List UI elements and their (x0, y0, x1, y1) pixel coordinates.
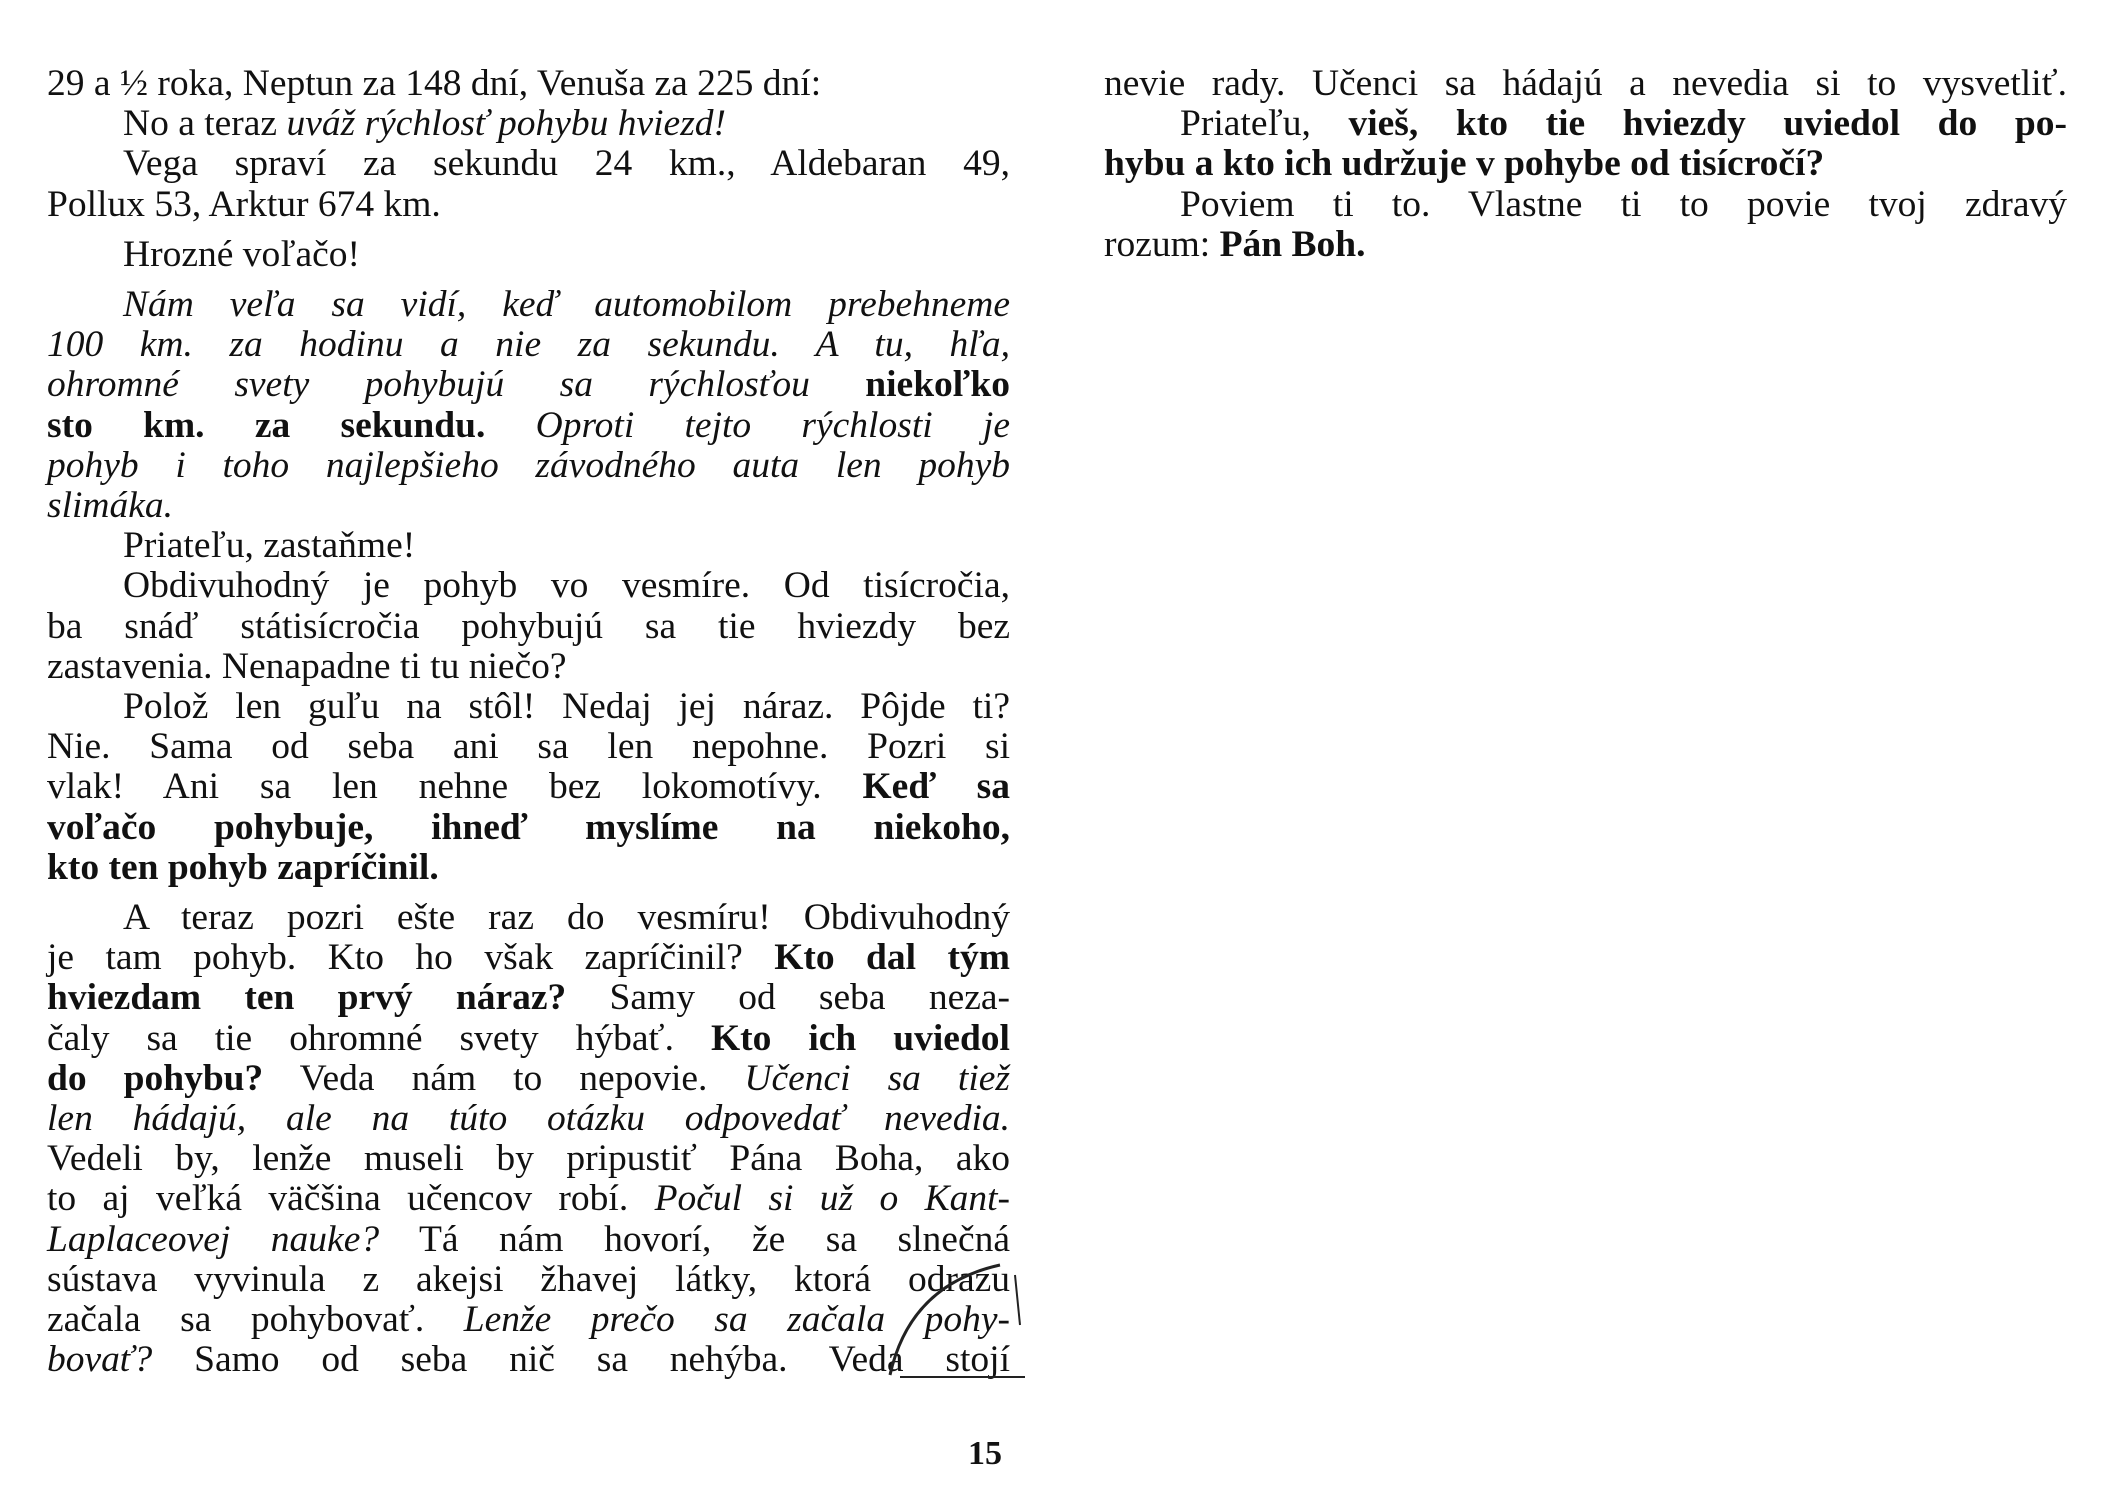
bold-text: vieš, kto tie hviezdy uviedol do po- (1348, 103, 2067, 145)
body-text: No a teraz (123, 103, 287, 145)
body-text: Poviem ti to. Vlastne ti to povie tvoj zdravý (1180, 183, 2067, 225)
body-text: Vedeli by, lenže museli by pripustiť Pána Boha, ako (47, 1138, 1010, 1180)
text-line (47, 1340, 1010, 1380)
bold-text: Kto dal tým (774, 937, 1010, 979)
text-line (47, 144, 1010, 184)
text-line (47, 406, 1010, 446)
body-text: Vega spraví za sekundu 24 km., Aldebaran 49, (123, 143, 1010, 185)
body-text: 29 a ½ roka, Neptun za 148 dní, Venuša za 225 dní: (47, 63, 822, 104)
bold-text: Pán Boh. (1219, 223, 1366, 265)
text-line (1104, 225, 2067, 265)
body-text: Samy od seba neza- (566, 977, 1010, 1019)
text-line (47, 1059, 1010, 1099)
text-line (1104, 104, 2067, 144)
text-line (47, 1300, 1010, 1340)
text-line (47, 64, 1010, 104)
body-text: Priateľu, zastaňme! (123, 525, 416, 567)
italic-text: Laplaceovej nauke? (47, 1218, 380, 1260)
text-line (47, 687, 1010, 727)
body-text: nevie rady. Učenci sa hádajú a nevedia si to vysvetliť. (1104, 63, 2067, 104)
bold-text: Keď sa (862, 766, 1010, 808)
text-line (47, 446, 1010, 486)
text-line (47, 566, 1010, 606)
bold-text: voľačo pohybuje, ihneď myslíme na niekoho, (47, 806, 1010, 848)
bold-text: Kto ich uviedol (710, 1017, 1010, 1059)
italic-text: uváž rýchlosť pohybu hviezd! (286, 103, 727, 145)
text-line (47, 848, 1010, 888)
italic-text: Oproti tejto rýchlosti je (485, 404, 1010, 446)
bold-text: hviezdam ten prvý náraz? (47, 977, 567, 1019)
text-line (47, 104, 1010, 144)
text-line (47, 486, 1010, 526)
text-line (47, 1179, 1010, 1219)
text-line (47, 325, 1010, 365)
italic-text: Nám veľa sa vidí, keď automobilom prebehneme (123, 284, 1010, 326)
bold-text: hybu a kto ich udržuje v pohybe od tisícročí? (1104, 143, 1825, 185)
body-text: A teraz pozri ešte raz do vesmíru! Obdivuhodný (123, 897, 1010, 939)
body-text: Polož len guľu na stôl! Nedaj jej náraz. Pôjde ti? (123, 686, 1010, 728)
italic-text: 100 km. za hodinu a nie za sekundu. A tu, hľa, (47, 324, 1010, 366)
text-line (47, 1260, 1010, 1300)
text-line (1104, 144, 2067, 184)
italic-text: slimáka. (47, 485, 174, 527)
body-text: Samo od seba nič sa nehýba. Veda stojí (152, 1339, 1010, 1381)
body-text: Priateľu, (1180, 103, 1349, 145)
text-line (47, 647, 1010, 687)
text-line (1104, 185, 2067, 225)
body-text: Hrozné voľačo! (123, 233, 360, 275)
text-line (47, 526, 1010, 566)
body-text: zastavenia. Nenapadne ti tu niečo? (47, 645, 567, 687)
text-line (47, 808, 1010, 848)
italic-text: bovať? (47, 1339, 153, 1381)
text-line (47, 285, 1010, 325)
text-line (47, 727, 1010, 767)
italic-text: Počul si už o Kant- (654, 1178, 1010, 1220)
body-text: to aj veľká väčšina učencov robí. (47, 1178, 655, 1220)
text-line (47, 1099, 1010, 1139)
text-line (47, 898, 1010, 938)
body-text: ba snáď státisícročia pohybujú sa tie hviezdy bez (47, 605, 1010, 647)
italic-text: pohyb i toho najlepšieho závodného auta len pohyb (47, 444, 1010, 486)
text-line (47, 1139, 1010, 1179)
body-text: začala sa pohybovať. (47, 1299, 464, 1341)
bold-text: niekoľko (865, 364, 1010, 406)
body-text: Nie. Sama od seba ani sa len nepohne. Pozri si (47, 726, 1010, 768)
italic-text: Lenže prečo sa začala pohy- (463, 1299, 1010, 1341)
text-line (47, 1019, 1010, 1059)
text-line (47, 1220, 1010, 1260)
body-text: Veda nám to nepovie. (263, 1057, 745, 1099)
text-line (47, 185, 1010, 225)
italic-text: ohromné svety pohybujú sa rýchlosťou (47, 364, 866, 406)
text-line (47, 767, 1010, 807)
body-text: sústava vyvinula z akejsi žhavej látky, ktorá odrazu (47, 1258, 1010, 1300)
text-line (1104, 64, 2067, 104)
right-page-text (1104, 64, 2067, 265)
page-number: 15 (968, 1435, 1002, 1472)
left-page-text (47, 64, 1010, 1381)
italic-text: len hádajú, ale na túto otázku odpovedať nevedia. (47, 1098, 1010, 1140)
body-text: čaly sa tie ohromné svety hýbať. (47, 1017, 711, 1059)
bold-text: do pohybu? (47, 1057, 264, 1099)
text-line (47, 365, 1010, 405)
text-line (47, 938, 1010, 978)
body-text: Obdivuhodný je pohyb vo vesmíre. Od tisícročia, (123, 565, 1010, 607)
bold-text: kto ten pohyb zapríčinil. (47, 846, 439, 888)
bold-text: sto km. za sekundu. (47, 404, 486, 446)
library-stamp-icon (880, 1255, 1030, 1385)
body-text: je tam pohyb. Kto ho však zapríčinil? (47, 937, 775, 979)
body-text: Pollux 53, Arktur 674 km. (47, 183, 441, 225)
body-text: rozum: (1104, 223, 1220, 265)
text-line (47, 607, 1010, 647)
text-line (47, 978, 1010, 1018)
body-text: vlak! Ani sa len nehne bez lokomotívy. (47, 766, 863, 808)
italic-text: Učenci sa tiež (744, 1057, 1010, 1099)
text-line (47, 235, 1010, 275)
body-text: Tá nám hovorí, že sa slnečná (379, 1218, 1010, 1260)
